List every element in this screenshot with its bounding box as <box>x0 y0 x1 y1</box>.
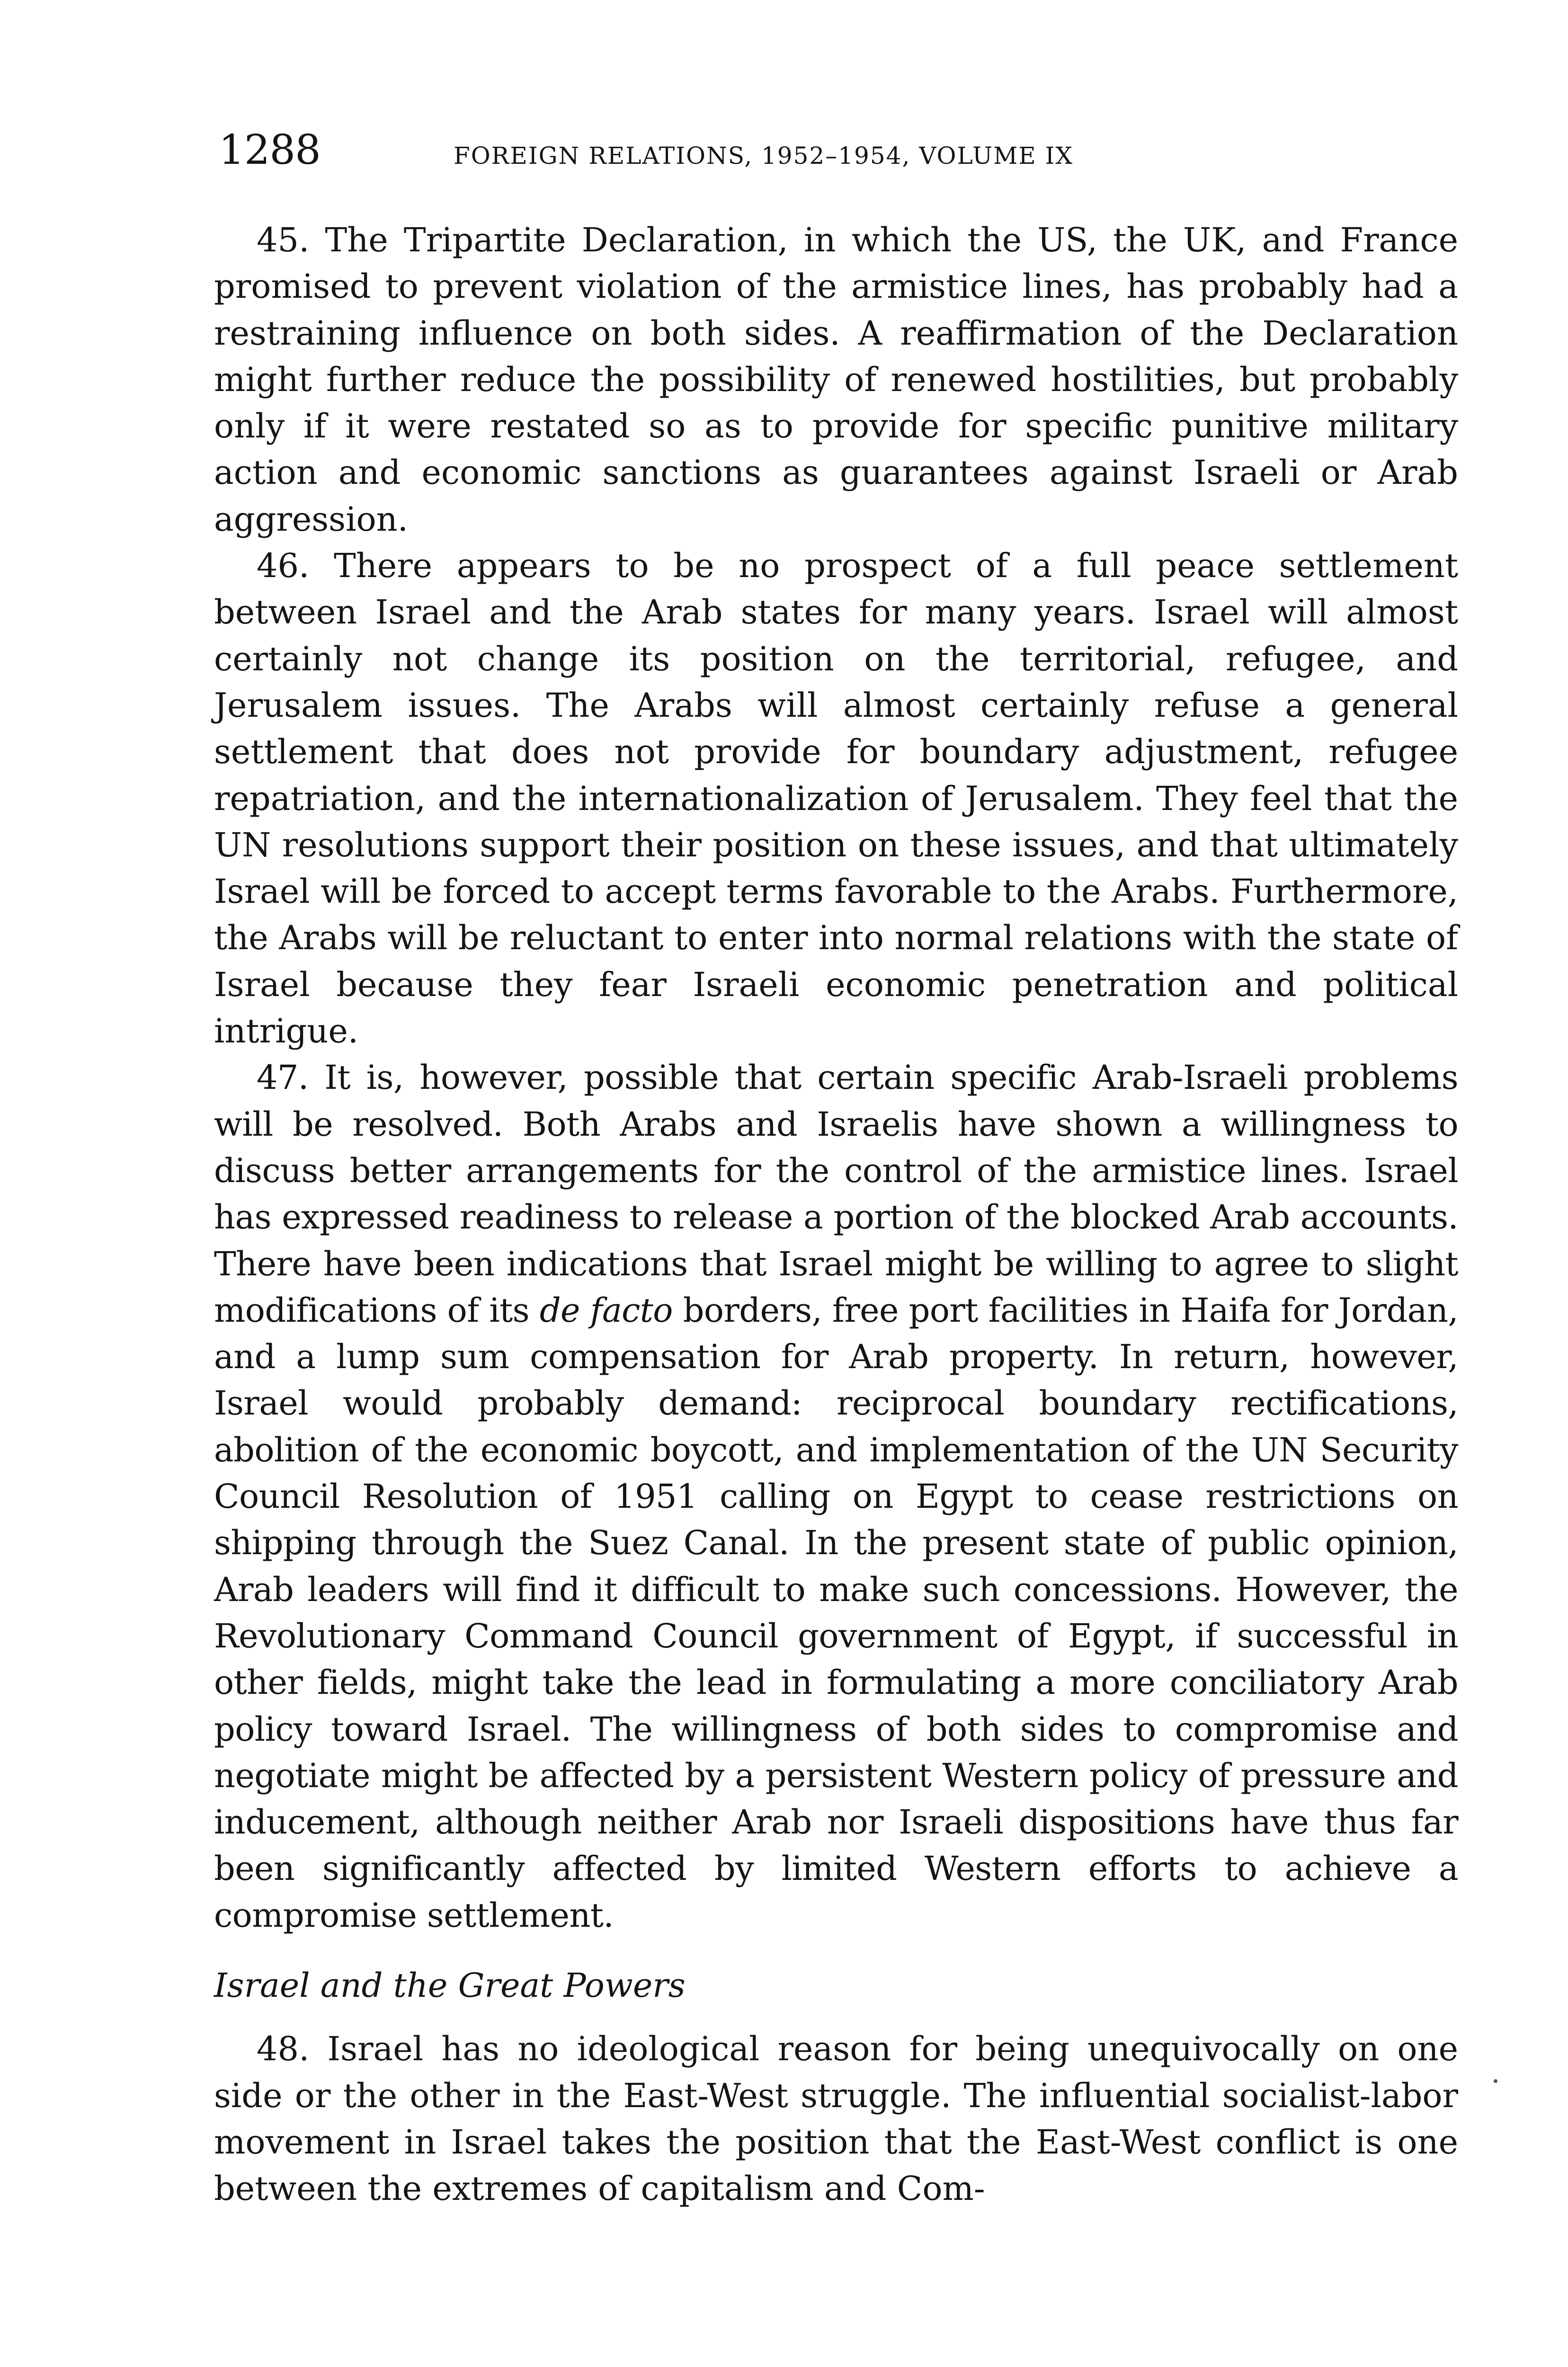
section-heading: Israel and the Great Powers <box>214 1966 686 2005</box>
paragraph-47-text-after: borders, free port facilities in Haifa for Jordan, and a lump sum compensation for Arab property. In return, however, Israel would probably demand: reciprocal boundary rectifications, abolition of the economic boycott, and implementation of the UN Security Council Resolution of 1951 calling on Egypt to cease restrictions on shipping through the Suez Canal. In the present state of public opinion, Arab leaders will find it difficult to make such concessions. However, the Revolutionary Command Council government of Egypt, if successful in other fields, might take the lead in formulating a more conciliatory Arab policy toward Israel. The willingness of both sides to compromise and negotiate might be affected by a persistent Western policy of pressure and inducement, although neither Arab nor Israeli dispositions have thus far been significantly affected by limited Western efforts to achieve a compromise settlement. <box>214 1290 1458 1935</box>
page-number: 1288 <box>219 126 321 174</box>
stray-ink-dot <box>1494 2079 1497 2083</box>
paragraph-47-italic-term: de facto <box>539 1290 673 1330</box>
paragraph-46: 46. There appears to be no prospect of a full peace settlement between Israel and the Arab states for many years. Israel will almost certainly not change its position on the territorial, refugee, and Jerusalem issues. The Arabs will almost certainly refuse a general settlement that does not provide for boundary adjustment, refugee repatriation, and the internationalization of Jerusalem. They feel that the UN resolutions support their position on these issues, and that ultimately Israel will be forced to accept terms favorable to the Arabs. Furthermore, the Arabs will be reluctant to enter into normal relations with the state of Israel because they fear Israeli economic penetration and political intrigue. <box>214 546 1458 1051</box>
paragraph-47-text-before: 47. It is, however, possible that certain specific Arab-Israeli problems will be resolved. Both Arabs and Israelis have shown a willingness to discuss better arrangements for the control of the armistice lines. Israel has expressed readiness to release a portion of the blocked Arab accounts. There have been indications that Israel might be willing to agree to slight modifications of its <box>214 1058 1458 1330</box>
page-header <box>219 124 1459 186</box>
paragraph-47 <box>214 1054 1458 1939</box>
running-head: FOREIGN RELATIONS, 1952–1954, VOLUME IX <box>454 142 1074 169</box>
paragraph-45: 45. The Tripartite Declaration, in which the US, the UK, and France promised to prevent violation of the armistice lines, has probably had a restraining influence on both sides. A reaffirmation of the Declaration might further reduce the possibility of renewed hostilities, but probably only if it were restated so as to provide for specific punitive military action and economic sanctions as guarantees against Israeli or Arab aggression. <box>214 221 1458 539</box>
body-text <box>214 217 1458 2212</box>
paragraph-48: 48. Israel has no ideological reason for being unequivocally on one side or the other in the East-West struggle. The influential socialist-labor movement in Israel takes the position that the East-West conflict is one between the extremes of capitalism and Com- <box>214 2029 1458 2208</box>
